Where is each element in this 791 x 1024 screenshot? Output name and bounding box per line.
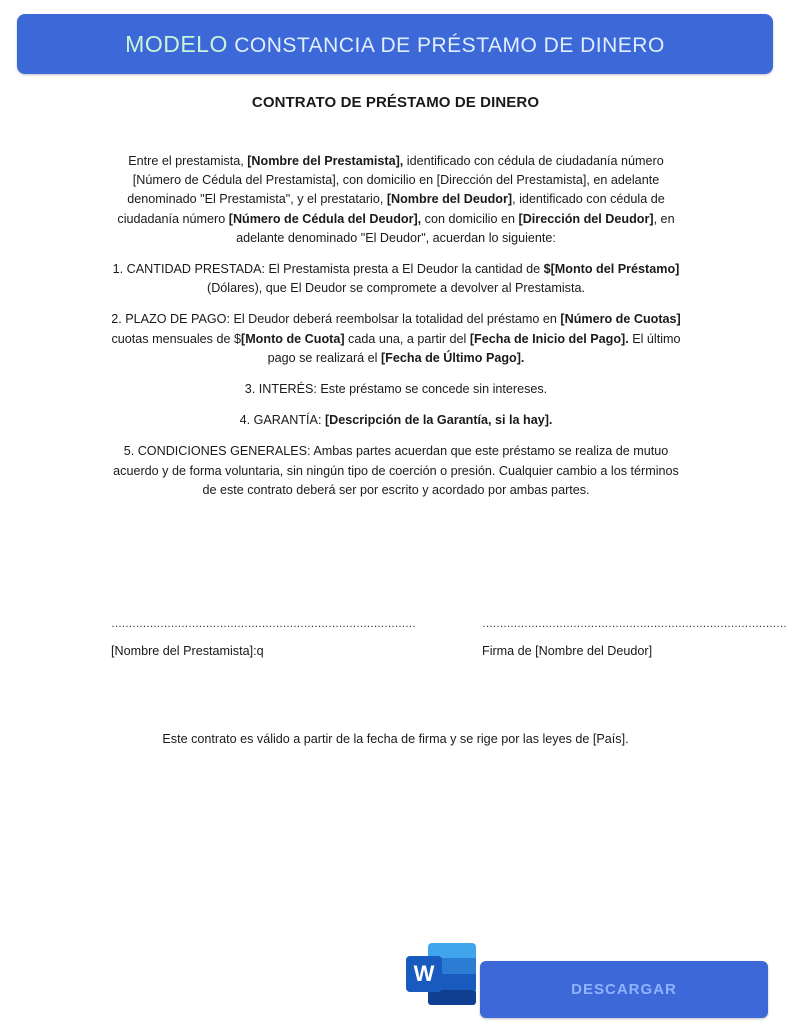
clause-garantia <box>108 411 684 430</box>
text-run: (Dólares), que El Deudor se compromete a devolver al Prestamista. <box>207 281 585 296</box>
clause-condiciones <box>108 442 684 500</box>
microsoft-word-icon[interactable] <box>406 943 478 1005</box>
placeholder-field: [Monto de Cuota] <box>241 331 345 346</box>
banner-title <box>125 31 665 58</box>
header-banner <box>17 14 773 74</box>
placeholder-field: [Dirección del Deudor] <box>518 211 654 226</box>
placeholder-field: [Fecha de Último Pago]. <box>380 350 525 365</box>
placeholder-field: [Descripción de la Garantía, si la hay]. <box>324 413 553 428</box>
text-run: , identificado con cédula de ciudadanía número <box>117 192 665 226</box>
placeholder-field: [Fecha de Inicio del Pago]. <box>469 331 629 346</box>
word-logo-graphic <box>406 943 478 1005</box>
placeholder-field: [Número de Cédula del Deudor], <box>228 211 422 226</box>
placeholder-field: $[Monto del Préstamo] <box>543 262 680 277</box>
text-run: 5. CONDICIONES GENERALES: Ambas partes acuerdan que este préstamo se realiza de mutuo acuerdo y de forma voluntaria, sin ningún tipo de coerción o presión. Cualquier cambio a los términos de este contrato deberá ser por escrito y acordado por ambas partes. <box>113 444 679 497</box>
intro-paragraph <box>108 152 684 248</box>
banner-title-modelo: MODELO <box>125 30 228 57</box>
text-run: , en adelante denominado "El Deudor", acuerdan lo siguiente: <box>236 211 675 245</box>
text-run: 1. CANTIDAD PRESTADA: El Prestamista presta a El Deudor la cantidad de <box>112 262 544 277</box>
document-title: CONTRATO DE PRÉSTAMO DE DINERO <box>251 94 540 111</box>
placeholder-field: [Número de Cuotas] <box>560 312 681 327</box>
clause-cantidad <box>108 260 684 298</box>
banner-title-main: CONSTANCIA DE PRÉSTAMO DE DINERO <box>234 33 665 57</box>
text-run: identificado con cédula de ciudadanía número [Número de Cédula del Prestamista], con domicilio en [Dirección del Prestamista], en adelante denominado "El Prestamista", y el prestatario, <box>127 154 664 207</box>
document-body <box>108 152 684 512</box>
clause-interes <box>108 380 684 399</box>
placeholder-field: [Nombre del Deudor] <box>386 192 513 207</box>
text-run: 3. INTERÉS: Este préstamo se concede sin intereses. <box>244 382 548 397</box>
download-button-label: DESCARGAR <box>571 981 677 998</box>
text-run: cuotas mensuales de $ <box>111 331 241 346</box>
signature-debtor-name: Firma de [Nombre del Deudor] <box>482 644 653 658</box>
text-run: 4. GARANTÍA: <box>239 413 325 428</box>
text-run: con domicilio en <box>421 211 519 226</box>
signature-lender-name: [Nombre del Prestamista]:q <box>111 644 264 658</box>
signature-line-debtor: …………………………………………………………………………… <box>482 618 787 630</box>
text-run: 2. PLAZO DE PAGO: El Deudor deberá reembolsar la totalidad del préstamo en <box>111 312 561 327</box>
text-run: El último pago se realizará el <box>267 331 681 365</box>
signature-line-lender: …………………………………………………………………………… <box>111 618 416 630</box>
text-run: cada una, a partir del <box>344 331 470 346</box>
placeholder-field: [Nombre del Prestamista], <box>247 154 404 168</box>
validity-statement: Este contrato es válido a partir de la fecha de firma y se rige por las leyes de [País]. <box>162 732 629 746</box>
download-button[interactable] <box>480 961 768 1018</box>
text-run: Entre el prestamista, <box>128 154 248 168</box>
clause-plazo <box>108 310 684 368</box>
word-logo-letter: W <box>413 961 435 986</box>
